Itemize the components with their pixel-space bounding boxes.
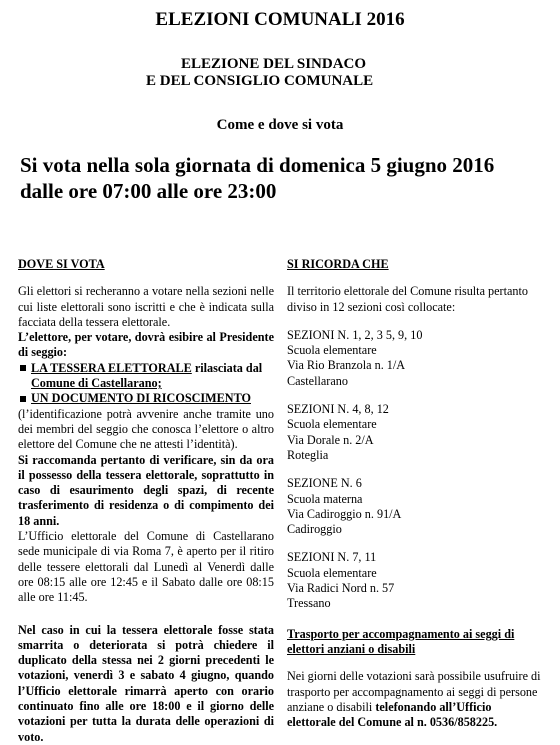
section-street: Via Cadiroggio n. 91/A [287, 506, 402, 521]
section-place: Roteglia [287, 447, 329, 462]
section-name: SEZIONI N. 1, 2, 3 5, 9, 10 [287, 327, 423, 342]
transport-phone: telefonando all’Ufficio elettorale del Comune al n. 0536/858225. [287, 699, 498, 730]
section-block [287, 328, 543, 389]
document-title: ELEZIONI COMUNALI 2016 [155, 9, 405, 30]
voting-hours: dalle ore 07:00 alle ore 23:00 [20, 179, 277, 203]
subtitle-mayor: ELEZIONE DEL SINDACO [181, 56, 367, 72]
square-bullet-icon [20, 365, 26, 371]
bullet-voter-card [18, 361, 274, 392]
transport-heading: Trasporto per accompagnamento ai seggi di elettori anziani o disabili [287, 626, 515, 656]
section-school: Scuola elementare [287, 343, 377, 358]
section-name: SEZIONI N. 7, 11 [287, 550, 377, 565]
recommend-text: Si raccomanda pertanto di verificare, sin da ora il possesso della tessera elettorale, soprattutto in caso di esaurimento degli spazi, di recente trasferimento di residenza o di compimento dei 18 anni. [18, 452, 274, 528]
lost-card-text: Nel caso in cui la tessera elettorale fosse stata smarrita o deteriorata si potrà chiedere il duplicato della stessa nei 2 giorni precedenti le votazioni, venerdì 3 e sabato 4 giugno, quando l’Ufficio elettorale rimarrà aperto con orario continuato fino alle ore 18:00 e il giorno delle votazioni per tutta la durata delle operazioni di voto. [18, 622, 274, 744]
section-street: Via Radici Nord n. 57 [287, 581, 395, 596]
square-bullet-icon [20, 396, 26, 402]
section-school: Scuola elementare [287, 565, 377, 580]
section-school: Scuola materna [287, 491, 363, 506]
identification-text: (l’identificazione potrà avvenire anche tramite uno dei membri del seggio che conosca l’elettore o altro elettore del Comune che ne attesti l’identità). [18, 406, 274, 452]
section-name: SEZIONI N. 4, 8, 12 [287, 402, 389, 417]
section-block [287, 550, 543, 611]
reminder-heading: SI RICORDA CHE [287, 257, 389, 271]
left-column [18, 257, 274, 745]
voting-date: Si vota nella sola giornata di domenica 5 giugno 2016 [20, 153, 495, 177]
section-place: Tressano [287, 596, 331, 611]
section-block [287, 476, 543, 537]
intro-text: Gli elettori si recheranno a votare nella sezioni nelle cui liste elettorali sono iscritti e che è indicata sulla facciata della tessera elettorale. [18, 284, 274, 329]
must-show-text: L’elettore, per votare, dovrà esibire al Presidente di seggio: [18, 330, 274, 360]
where-heading: DOVE SI VOTA [18, 257, 105, 271]
voter-card-label: LA TESSERA ELETTORALE [31, 360, 192, 375]
subtitle-council: E DEL CONSIGLIO COMUNALE [146, 73, 374, 89]
office-hours-text: L’Ufficio elettorale del Comune di Castellarano sede municipale di via Roma 7, è aperto per il ritiro delle tessere elettorali dal Lunedì al Venerdì dalle ore 08:15 alle ore 12:45 e il Sabato dalle ore 08:15 alle ore 11:45. [18, 529, 274, 605]
section-place: Castellarano [287, 373, 348, 388]
section-name: SEZIONE N. 6 [287, 476, 362, 491]
section-street: Via Dorale n. 2/A [287, 432, 374, 447]
how-where-heading: Come e dove si vota [216, 117, 344, 133]
districts-intro: Il territorio elettorale del Comune risulta pertanto diviso in 12 sezioni così collocate: [287, 284, 528, 314]
transport-body: Nei giorni delle votazioni sarà possibile usufruire di trasporto per accompagnamento ai seggi di persone anziane o disabili [287, 669, 541, 714]
voter-card-issuer: Comune di Castellarano; [31, 376, 162, 391]
section-street: Via Rio Branzola n. 1/A [287, 358, 406, 373]
section-block [287, 402, 543, 463]
section-school: Scuola elementare [287, 417, 377, 432]
voter-card-rest: rilasciata dal [191, 360, 263, 375]
section-place: Cadiroggio [287, 522, 342, 537]
transport-text [287, 669, 543, 730]
id-document-label: UN DOCUMENTO DI RICOSCIMENTO [31, 391, 251, 406]
right-column [287, 257, 543, 730]
bullet-id-document [18, 391, 274, 406]
